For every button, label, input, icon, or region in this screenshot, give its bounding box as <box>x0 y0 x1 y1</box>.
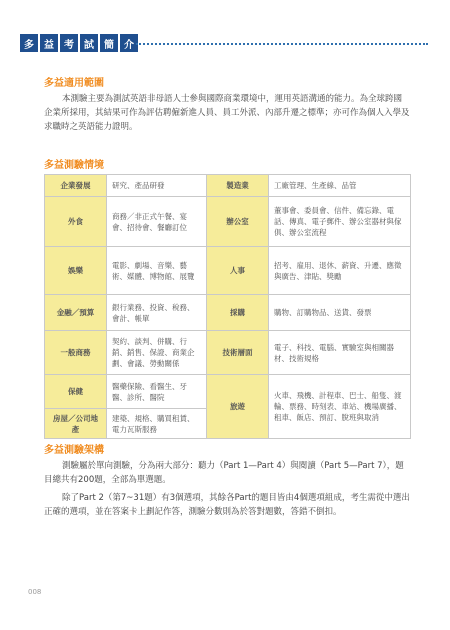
category-cell: 房屋／公司地產 <box>45 409 107 439</box>
table-row <box>45 175 411 197</box>
description-cell: 醫藥保險、看醫生、牙醫、診所、醫院 <box>107 375 207 409</box>
category-cell: 旅遊 <box>207 375 269 439</box>
category-cell: 人事 <box>207 247 269 295</box>
description-cell: 商務／非正式午餐、宴會、招待會、餐廳訂位 <box>107 197 207 247</box>
section-title-structure: 多益測驗架構 <box>44 445 104 456</box>
category-cell: 辦公室 <box>207 197 269 247</box>
page-number: 008 <box>28 588 42 596</box>
category-cell: 製造業 <box>207 175 269 197</box>
category-cell: 金融／預算 <box>45 295 107 331</box>
table-row <box>45 375 411 409</box>
category-cell: 採購 <box>207 295 269 331</box>
description-cell: 招考、雇用、退休、薪資、升遷、應徵與廣告、津貼、獎勵 <box>269 247 411 295</box>
table-row <box>45 331 411 375</box>
description-cell: 銀行業務、投資、稅務、會計、帳單 <box>107 295 207 331</box>
description-cell: 電子、科技、電腦、實驗室與相關器材、技術規格 <box>269 331 411 375</box>
chapter-title-tiles <box>20 34 138 52</box>
chapter-header <box>20 34 138 52</box>
category-cell: 娛樂 <box>45 247 107 295</box>
title-tile: 考 <box>60 34 78 52</box>
section-title-scope: 多益適用範圍 <box>44 78 104 89</box>
scope-paragraph <box>44 92 410 134</box>
structure-text-2: 除了Part 2（第7~31題）有3個選項，其餘各Part的題目皆由4個選項組成，考生需從中選出正確的選項，並在答案卡上劃記作答，測驗分數則為於答對題數，答錯不倒扣。 <box>44 493 410 517</box>
title-tile: 簡 <box>100 34 118 52</box>
category-cell: 技術層面 <box>207 331 269 375</box>
description-cell: 工廠管理、生產線、品管 <box>269 175 411 197</box>
description-cell: 火車、飛機、計程車、巴士、船隻、渡輪、票務、時刻表、車站、機場廣播、租車、飯店、預訂、脫班與取消 <box>269 375 411 439</box>
description-cell: 購物、訂購物品、送貨、發票 <box>269 295 411 331</box>
title-tile: 多 <box>20 34 38 52</box>
description-cell: 董事會、委員會、信件、備忘錄、電話、傳真、電子郵件、辦公室器材與傢俱、辦公室流程 <box>269 197 411 247</box>
structure-text-1: 測驗屬於單向測驗，分為兩大部分：聽力（Part 1—Part 4）與閱讀（Part 5—Part 7），題目總共有200題，全部為單選題。 <box>44 461 404 485</box>
contexts-table <box>44 174 411 439</box>
category-cell: 一般商務 <box>45 331 107 375</box>
description-cell: 電影、劇場、音樂、藝術、媒體、博物館、展覽 <box>107 247 207 295</box>
header-dotted-rule <box>136 43 428 45</box>
title-tile: 介 <box>120 34 138 52</box>
scope-text: 本測驗主要為測試英語非母語人士參與國際商業環境中，運用英語溝通的能力。為全球跨國企業所採用，其結果可作為評估聘僱新進人員、員工外派、內部升遷之標準；亦可作為個人入學及求職時之英語能力證明。 <box>44 94 410 132</box>
description-cell: 契約、談判、併購、行銷、銷售、保證、商業企劃、會議、勞動關係 <box>107 331 207 375</box>
table-row <box>45 247 411 295</box>
description-cell: 研究、產品研發 <box>107 175 207 197</box>
table-row <box>45 197 411 247</box>
title-tile: 益 <box>40 34 58 52</box>
title-tile: 試 <box>80 34 98 52</box>
table-row <box>45 295 411 331</box>
category-cell: 外食 <box>45 197 107 247</box>
structure-paragraphs <box>44 459 410 519</box>
section-title-contexts: 多益測驗情境 <box>44 160 104 171</box>
category-cell: 企業發展 <box>45 175 107 197</box>
category-cell: 保健 <box>45 375 107 409</box>
description-cell: 建築、規格、購買租賃、電力瓦斯服務 <box>107 409 207 439</box>
